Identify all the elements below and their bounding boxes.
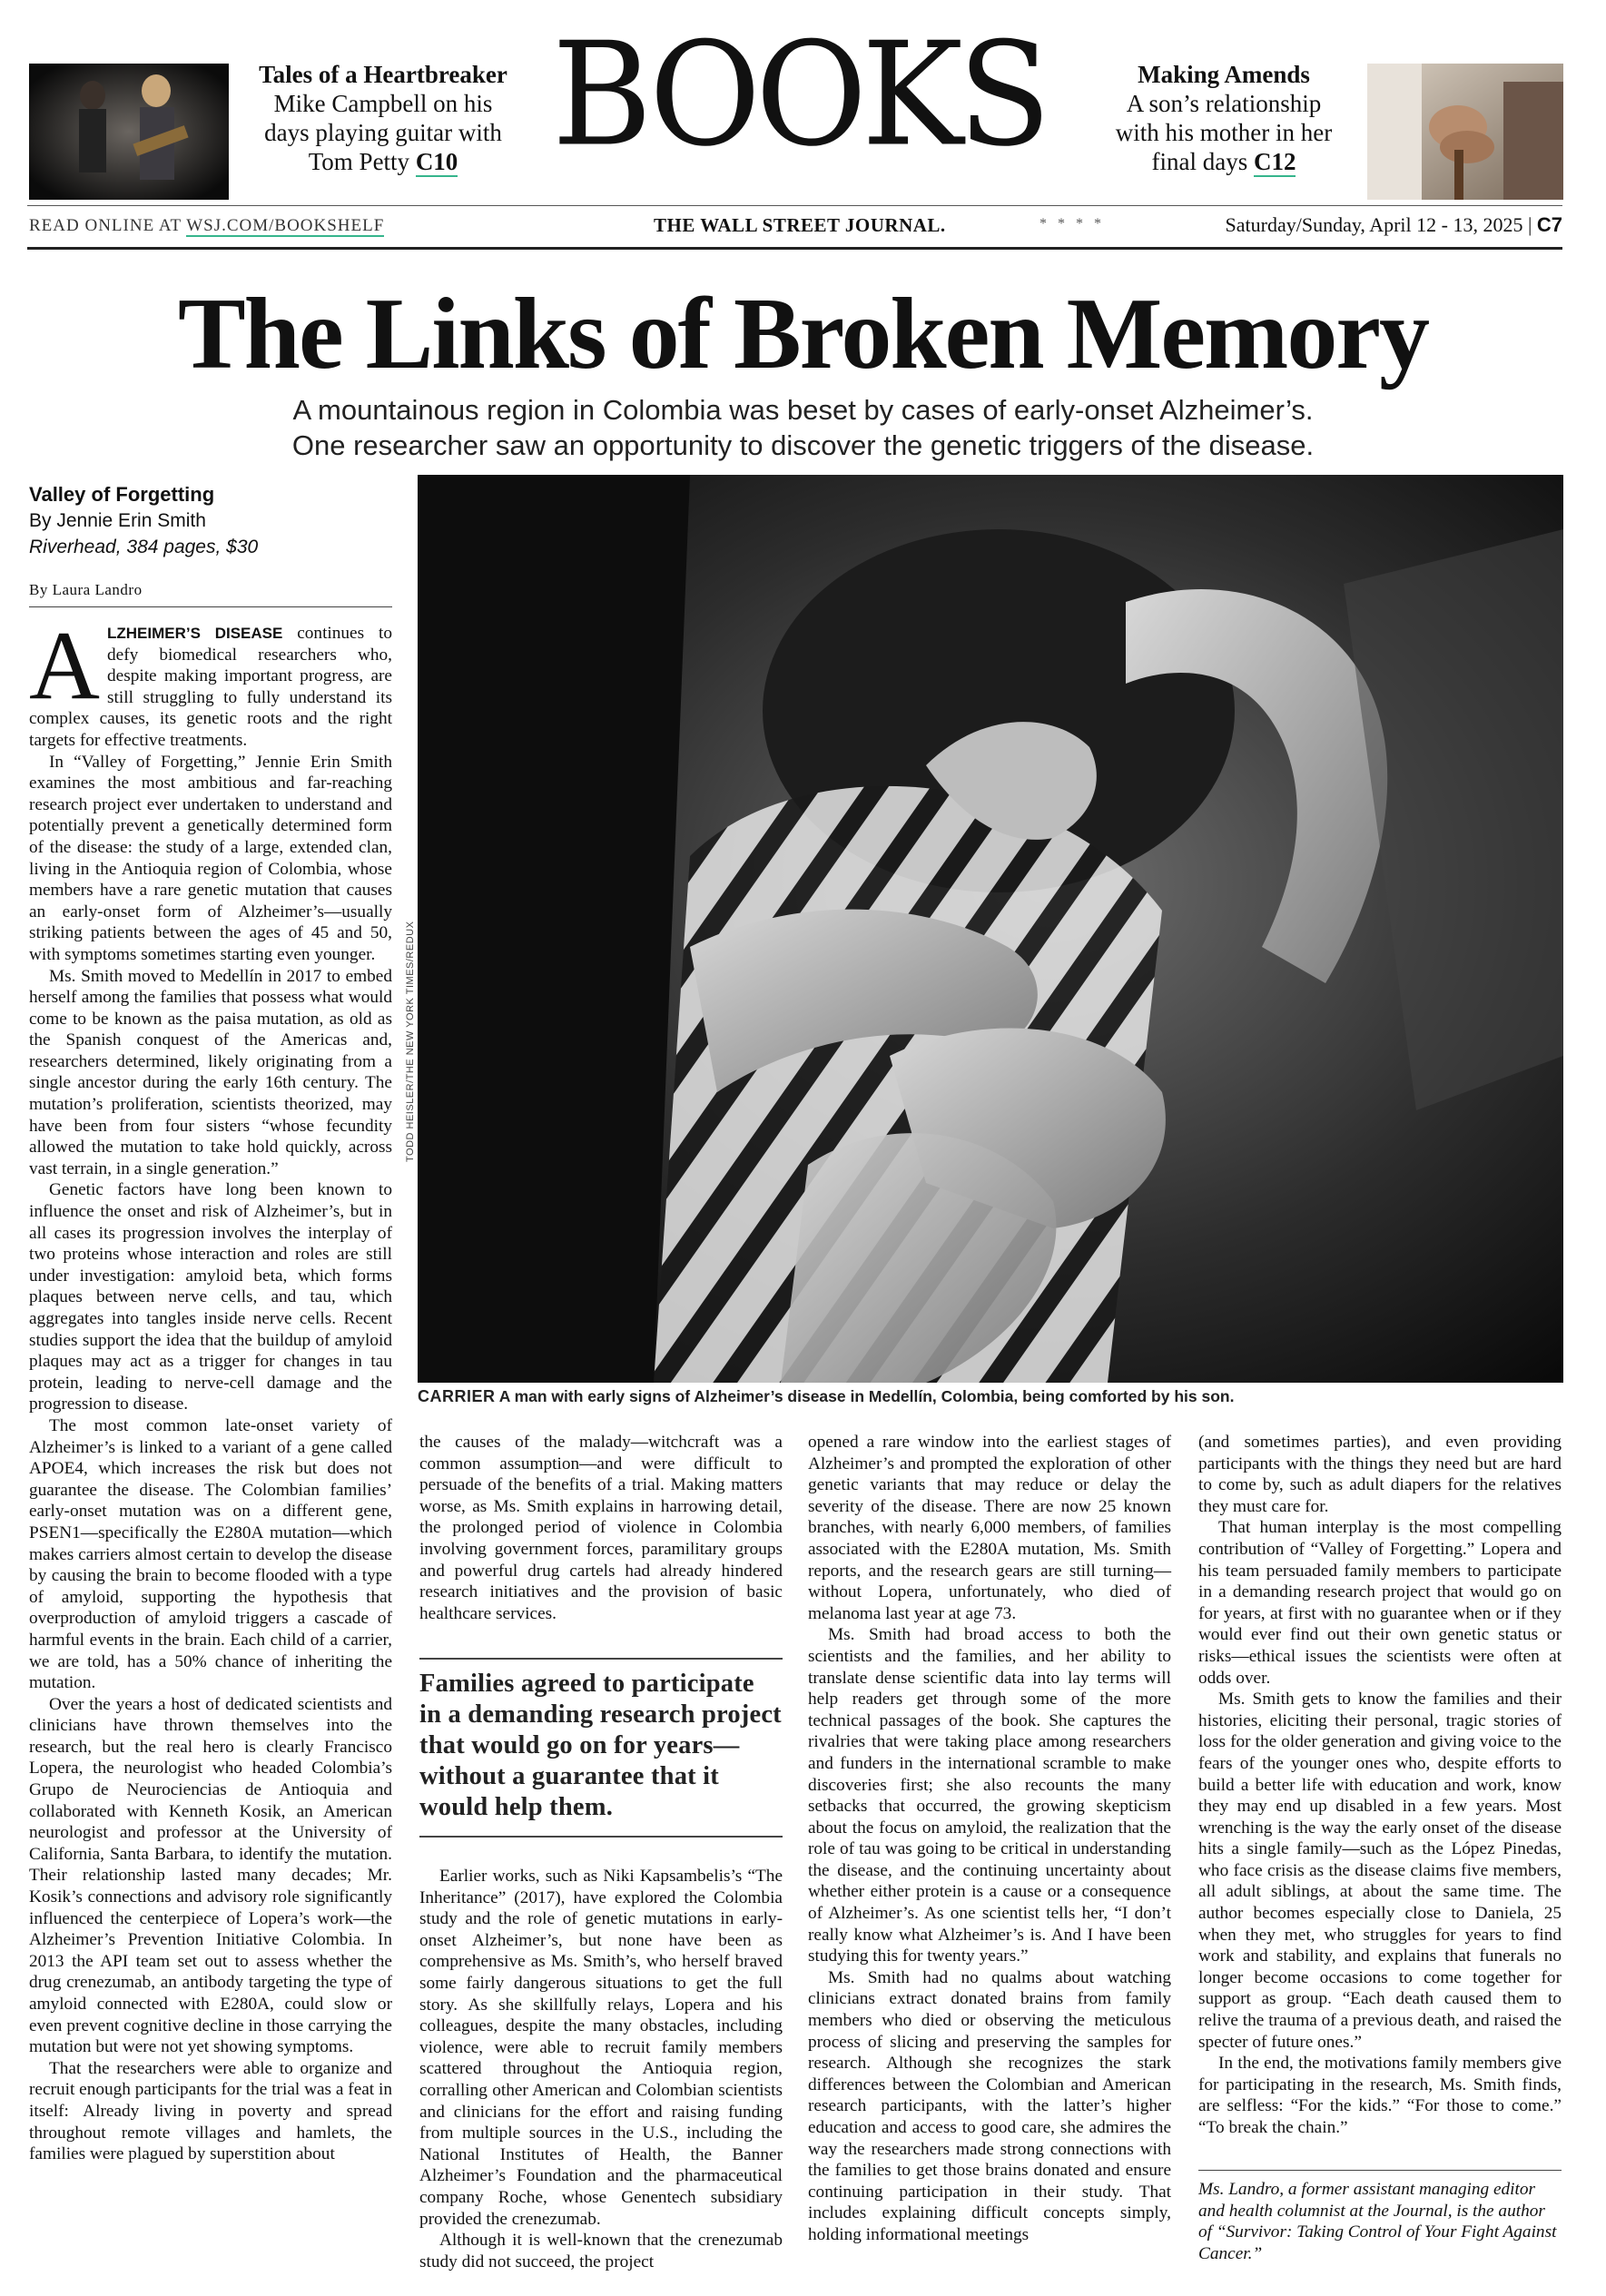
right-teaser[interactable]	[1079, 60, 1369, 176]
body-paragraph: Although it is well-known that the crenezumab study did not succeed, the project	[419, 2231, 783, 2271]
issue-date: Saturday/Sunday, April 12 - 13, 2025	[1225, 213, 1523, 236]
masthead-bottom-rule	[27, 247, 1562, 250]
read-online-label: READ ONLINE AT	[29, 216, 182, 235]
pull-quote-top-rule	[419, 1658, 783, 1660]
left-teaser-line: Mike Campbell on his	[273, 90, 493, 117]
body-paragraph: the causes of the malady—witchcraft was a common assumption—and were difficult to persuade of the benefits of a trial. Making matters worse, as Ms. Smith explains in harrowing detail, the prolonged period of violence in Colombia involving government forces, paramilitary groups and powerful drug cartels had already hindered research initiatives and the provision of basic healthcare services.	[419, 1433, 783, 1623]
hands-on-cane-photo-icon	[1367, 64, 1563, 200]
article-column-3	[808, 1432, 1171, 2246]
edition-stars: * * * *	[1039, 216, 1105, 232]
newspaper-name: THE WALL STREET JOURNAL.	[654, 214, 946, 236]
body-paragraph: Over the years a host of dedicated scientists and clinicians have thrown themselves into the research, but the real hero is clearly Francisco Lopera, the neurologist who headed Colombia’s Grupo de Neurociencias de Antioquia and collaborated with Kenneth Kosik, an American neurologist and professor at the University of California, Santa Barbara, to identify the mutation. Their relationship lasted many decades; Mr. Kosik’s connections and advisory role significantly influenced the centerpiece of Lopera’s work—the Alzheimer’s Prevention Initiative Colombia. In 2013 the API team set out to assess whether the drug crenezumab, an antibody targeting the type of amyloid connected with E280A, could slow or even prevent cognitive decline in those carrying the mutation but were not yet showing symptoms.	[29, 1694, 392, 2057]
article-column-1	[29, 612, 392, 2165]
article-column-4	[1198, 1432, 1562, 2139]
lead-paragraph	[29, 612, 392, 752]
left-teaser-photo[interactable]	[29, 64, 229, 200]
lead-small-caps: LZHEIMER’S DISEASE	[107, 625, 283, 642]
right-teaser-title: Making Amends	[1138, 61, 1310, 88]
right-teaser-page-link[interactable]: C12	[1253, 148, 1296, 175]
caption-label: CARRIER	[418, 1387, 496, 1405]
body-paragraph: Ms. Smith gets to know the families and their histories, eliciting their personal, tragic stories of loss for the older generation and giving voice to the fears of the younger ones who, despite efforts to build a better life with education and work, know they may end up disabled in a few years. Most wrenching is the way the early onset of the disease hits a single family—such as the López Pinedas, who face crisis as the disease claims five members, all adult siblings, at about the same time. The author becomes especially close to Daniela, 25 when they met, who struggles for years to find work and stability, and explains that funerals no longer become occasions to come together for support as group. “Each death caused them to relive the trauma of a previous death, and raised the specter of future ones.”	[1198, 1690, 1562, 2052]
drop-cap: A	[29, 612, 100, 720]
byline: By Laura Landro	[29, 581, 143, 598]
photo-caption	[418, 1387, 1563, 1406]
body-paragraph: Genetic factors have long been known to influence the onset and risk of Alzheimer’s, but in all cases its progression involves the interplay of two proteins whose interaction and roles are still under investigation: amyloid beta, which forms plaques between nerve cells, and tau, which aggregates into tangles inside nerve cells. Recent studies support the idea that the buildup of amyloid plaques may act as a trigger for changes in tau protein, leading to nerve-cell damage and the progression to disease.	[29, 1180, 392, 1414]
left-teaser-line: Tom Petty	[308, 148, 410, 175]
body-paragraph: That human interplay is the most compelling contribution of “Valley of Forgetting.” Lopera and his team persuaded family members to participate in a demanding research project that would go on for years, at first with no guarantee when or if they would ever find out their own genetic status or risks—ethical issues the scientists were often at odds over.	[1198, 1518, 1562, 1688]
comforting-embrace-photo-icon	[418, 475, 1563, 1383]
right-teaser-line: with his mother in her	[1115, 119, 1333, 146]
lead-text: continues to defy biomedical researchers who, despite making important progress, are still struggling to fully understand its complex causes, its genetic roots and the right targets for effective treatments.	[29, 624, 392, 750]
body-paragraph: In the end, the motivations family members give for participating in the research, Ms. Smith finds, are selfless: “For the kids.” “For those to come.” “To break the chain.”	[1198, 2054, 1562, 2137]
left-teaser-title: Tales of a Heartbreaker	[259, 61, 507, 88]
body-paragraph: Ms. Smith moved to Medellín in 2017 to embed herself among the families that possess what would come to be known as the paisa mutation, as old as the Spanish conquest of the Americas and, researchers determined, likely originating from a single ancestor during the early 16th century. The mutation’s proliferation, scientists theorized, may have been from four sisters “whose fecundity allowed the mutation to take hold quickly, across vast terrain, in a single generation.”	[29, 966, 392, 1178]
left-teaser-line: days playing guitar with	[264, 119, 502, 146]
headline: The Links of Broken Memory	[177, 278, 1429, 390]
body-paragraph: Ms. Smith had broad access to both the scientists and the families, and her ability to translate dense scientific data into lay terms will help readers get through some of the more technical passages of the book. She captures the rivalries that were taking place among researchers and funders in the international scramble to make discoveries first; she also recounts the many setbacks that occurred, the growing skepticism about the focus on amyloid, the realization that the role of tau was going to be critical in understanding the disease, and the continuing uncertainty about whether either protein is a cause or a consequence of Alzheimer’s. As one scientist tells her, “I don’t really know what Alzheimer’s is. And I have been studying this for twenty years.”	[808, 1625, 1171, 1966]
right-teaser-photo[interactable]	[1367, 64, 1563, 200]
pull-quote: Families agreed to participate in a demanding research project that would go on for years—without a guarantee that it would help them.	[419, 1670, 782, 1821]
body-paragraph: In “Valley of Forgetting,” Jennie Erin Smith examines the most ambitious and far-reaching research project ever undertaken to understand and potentially prevent a genetically determined form of the disease: the study of a large, extended clan, living in the Antioquia region of Colombia, whose members have a rare genetic mutation that causes an early-onset form of Alzheimer’s—usually striking patients between the ages of 45 and 50, with symptoms sometimes starting even younger.	[29, 752, 392, 964]
dek-line: A mountainous region in Colombia was beset by cases of early-onset Alzheimer’s.	[292, 394, 1314, 426]
left-teaser-page-link[interactable]: C10	[415, 148, 458, 175]
page-number: C7	[1536, 213, 1562, 236]
body-paragraph: That the researchers were able to organize and recruit enough participants for the trial was a feat in itself: Already living in poverty and spread throughout remote villages and hamlets, the families were plagued by superstition about	[29, 2058, 392, 2164]
article-photo[interactable]	[418, 475, 1563, 1383]
read-online	[29, 216, 384, 236]
book-author: By Jennie Erin Smith	[29, 510, 206, 531]
body-paragraph: Earlier works, such as Niki Kapsambelis’s “The Inheritance” (2017), have explored the Colombia study and the role of genetic mutations in early-onset Alzheimer’s, but none have been as comprehensive as Ms. Smith’s, who herself braved some fairly dangerous situations to get the full story. As she skillfully relays, Lopera and his colleagues, despite the many obstacles, including violence, were able to recruit family members scattered throughout the Antioquia region, corralling other American and Colombian scientists and clinicians for the effort and raising funding from multiple sources in the U.S., including the National Institutes of Health, the Banner Alzheimer’s Foundation and the pharmaceutical company Roche, whose Genentech subsidiary provided the crenezumab.	[419, 1867, 783, 2229]
masthead-rule	[27, 205, 1562, 206]
body-paragraph: opened a rare window into the earliest stages of Alzheimer’s and prompted the exploration of other genetic variants that may reduce or delay the severity of the disease. There are now 25 known branches, with nearly 6,000 members, of families associated with the E280A mutation, Ms. Smith reports, and the research gears are still turning—without Lopera, unfortunately, who died of melanoma last year at age 73.	[808, 1433, 1171, 1623]
body-paragraph: (and sometimes parties), and even providing participants with the things they need but are hard to come by, such as adult diapers for the relatives they must care for.	[1198, 1433, 1562, 1516]
article-column-2-bottom	[419, 1866, 783, 2272]
book-info	[29, 481, 401, 560]
bookshelf-link[interactable]: WSJ.COM/BOOKSHELF	[186, 216, 385, 235]
right-teaser-line: final days	[1151, 148, 1248, 175]
pull-quote-bottom-rule	[419, 1836, 783, 1838]
book-title: Valley of Forgetting	[29, 483, 215, 506]
right-teaser-line: A son’s relationship	[1126, 90, 1322, 117]
book-publisher: Riverhead, 384 pages, $30	[29, 537, 259, 557]
section-title: BOOKS	[552, 12, 1046, 179]
author-endnote: Ms. Landro, a former assistant managing editor and health columnist at the Journal, is the author of “Survivor: Taking Control of Your Fight Against Cancer.”	[1198, 2180, 1557, 2263]
dateline: Saturday/Sunday, April 12 - 13, 2025 | C7	[1225, 213, 1562, 236]
dek-line: One researcher saw an opportunity to discover the genetic triggers of the disease.	[291, 429, 1315, 461]
body-paragraph: Ms. Smith had no qualms about watching clinicians extract donated brains from family members who died or observing the meticulous process of slicing and preserving the samples for research. Although she recognizes the stark differences between the Colombian and American research participants, with the latter’s higher education and access to good care, she admires the way the researchers made strong connections with the families to get those brains donated and ensure continuing participation in their study. That includes explaining difficult concepts simply, holding informational meetings	[808, 1967, 1171, 2244]
article-column-2-top	[419, 1432, 783, 1624]
body-paragraph: The most common late-onset variety of Alzheimer’s is linked to a variant of a gene called APOE4, which increases the risk but does not guarantee the disease. The Colombian families’ early-onset mutation was on a different gene, PSEN1—specifically the E280A mutation—which makes carriers almost certain to develop the disease by causing the brain to become flooded with a type of amyloid, supporting the hypothesis that overproduction of amyloid triggers a cascade of harmful events in the brain. Each child of a carrier, we are told, has a 50% chance of inheriting the mutation.	[29, 1415, 392, 1693]
endnote-rule	[1198, 2170, 1562, 2171]
dek	[91, 392, 1515, 463]
caption-text: A man with early signs of Alzheimer’s disease in Medellín, Colombia, being comforted by his son.	[498, 1387, 1235, 1405]
guitarists-photo-icon	[29, 64, 229, 200]
left-teaser[interactable]	[238, 60, 528, 176]
byline-rule	[29, 606, 392, 607]
photo-credit: TODD HEISLER/THE NEW YORK TIMES/REDUX	[405, 921, 416, 1162]
